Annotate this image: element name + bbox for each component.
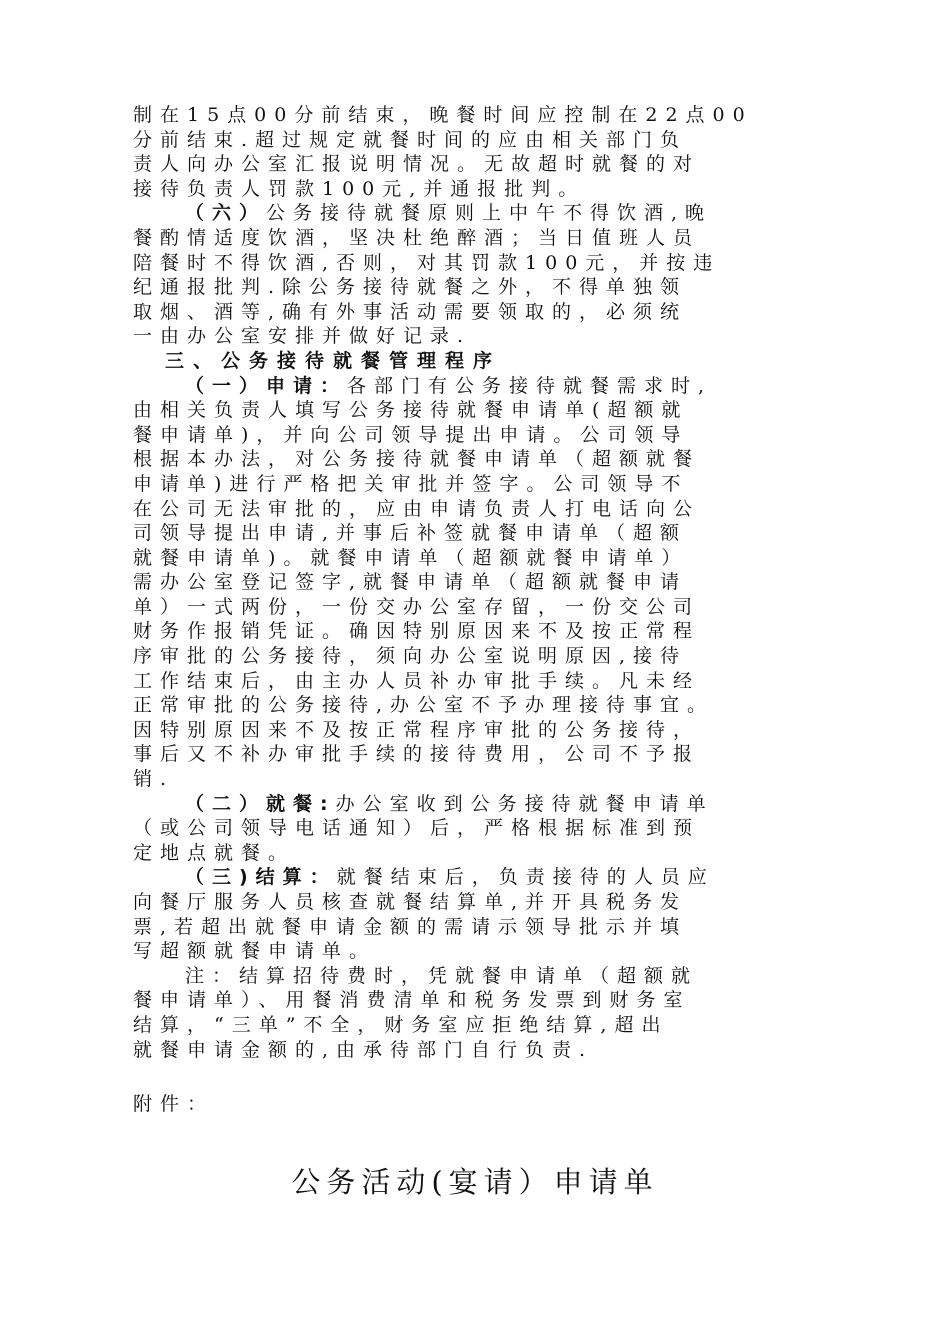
text-line: 正常审批的公务接待,办公室不予办理接待事宜。 bbox=[133, 694, 715, 717]
text-line: 因特别原因来不及按正常程序审批的公务接待， bbox=[133, 718, 701, 741]
text-line: 就餐申请单)。就餐申请单（超额就餐申请单） bbox=[133, 546, 689, 569]
text-line: 一由办公室安排并做好记录. bbox=[133, 325, 472, 348]
form-title: 公务活动(宴请）申请单 bbox=[291, 1165, 659, 1199]
text-line: 向餐厅服务人员核查就餐结算单,并开具税务发 bbox=[133, 891, 688, 913]
paragraph-1-text: 各部门有公务接待就餐需求时, bbox=[347, 374, 713, 397]
text-line: 根据本办法，对公务接待就餐申请单（超额就餐 bbox=[133, 448, 701, 471]
text-line: 申请单)进行严格把关审批并签字。公司领导不 bbox=[133, 472, 689, 495]
document-body bbox=[133, 103, 823, 1117]
paragraph-6-label: （六） bbox=[185, 202, 267, 225]
text-line: 票,若超出就餐申请金额的需请示领导批示并填 bbox=[133, 915, 688, 938]
paragraph-2-first-line bbox=[133, 792, 823, 817]
text-line: 责人向办公室汇报说明情况。无故超时就餐的对 bbox=[133, 153, 701, 176]
text-line: 定地点就餐。 bbox=[133, 841, 296, 864]
paragraph-6-text: 公务接待就餐原则上中午不得饮酒,晚 bbox=[266, 202, 713, 225]
paragraph-1-first-line bbox=[133, 374, 823, 399]
text-line: 餐酌情适度饮酒，坚决杜绝醉酒；当日值班人员 bbox=[133, 226, 701, 249]
attachment-label: 附件： bbox=[133, 1093, 215, 1116]
text-line: 制在15点00分前结束，晚餐时间应控制在22点00 bbox=[133, 104, 753, 126]
paragraph-3-first-line bbox=[133, 865, 823, 890]
note-first-line: 注：结算招待费时，凭就餐申请单（超额就 bbox=[185, 964, 699, 987]
text-line: 陪餐时不得饮酒,否则，对其罚款100元，并按违 bbox=[133, 251, 721, 274]
text-line: 取烟、酒等,确有外事活动需要领取的，必须统 bbox=[133, 300, 688, 323]
text-line: 需办公室登记签字,就餐申请单（超额就餐申请 bbox=[133, 571, 688, 594]
text-line: 销. bbox=[133, 768, 175, 791]
section-3-title: 三、公务接待就餐管理程序 bbox=[165, 349, 502, 372]
text-line: 分前结束.超过规定就餐时间的应由相关部门负 bbox=[133, 128, 688, 151]
text-line: 由相关负责人填写公务接待就餐申请单(超额就 bbox=[133, 399, 689, 422]
text-line: 在公司无法审批的，应由申请负责人打电话向公 bbox=[133, 497, 701, 520]
text-line: 财务作报销凭证。确因特别原因来不及按正常程 bbox=[133, 620, 701, 643]
paragraph-2-label: （二）就餐: bbox=[185, 792, 336, 815]
spacer bbox=[133, 1062, 823, 1092]
text-line: 结算，“三单”不全，财务室应拒绝结算,超出 bbox=[133, 1013, 669, 1036]
paragraph-6-first-line bbox=[133, 201, 823, 226]
text-line: 写超额就餐申请单。 bbox=[133, 940, 377, 963]
paragraph-3-text: 就餐结束后，负责接待的人员应 bbox=[336, 866, 715, 889]
paragraph-2-text: 办公室收到公务接待就餐申请单 bbox=[335, 792, 714, 815]
paragraph-1-label: （一）申请： bbox=[185, 374, 348, 397]
text-line: 司领导提出申请,并事后补签就餐申请单（超额 bbox=[133, 522, 688, 545]
text-line: 工作结束后，由主办人员补办审批手续。凡未经 bbox=[133, 669, 701, 692]
text-line: 就餐申请金额的,由承待部门自行负责. bbox=[133, 1038, 594, 1061]
text-line: 纪通报批判.除公务接待就餐之外，不得单独领 bbox=[133, 276, 688, 299]
text-line: 单）一式两份，一份交办公室存留，一份交公司 bbox=[133, 595, 701, 618]
text-line: 接待负责人罚款100元,并通报批判。 bbox=[133, 177, 586, 200]
text-line: 餐申请单)，并向公司领导提出申请。公司领导 bbox=[133, 423, 689, 446]
text-line: 事后又不补办审批手续的接待费用，公司不予报 bbox=[133, 743, 701, 766]
text-line: （或公司领导电话通知）后，严格根据标准到预 bbox=[133, 817, 701, 840]
text-line: 序审批的公务接待，须向办公室说明原因,接待 bbox=[133, 645, 688, 668]
paragraph-3-label: （三)结算： bbox=[185, 866, 337, 889]
text-line: 餐申请单）、用餐消费清单和税务发票到财务室 bbox=[133, 989, 691, 1012]
